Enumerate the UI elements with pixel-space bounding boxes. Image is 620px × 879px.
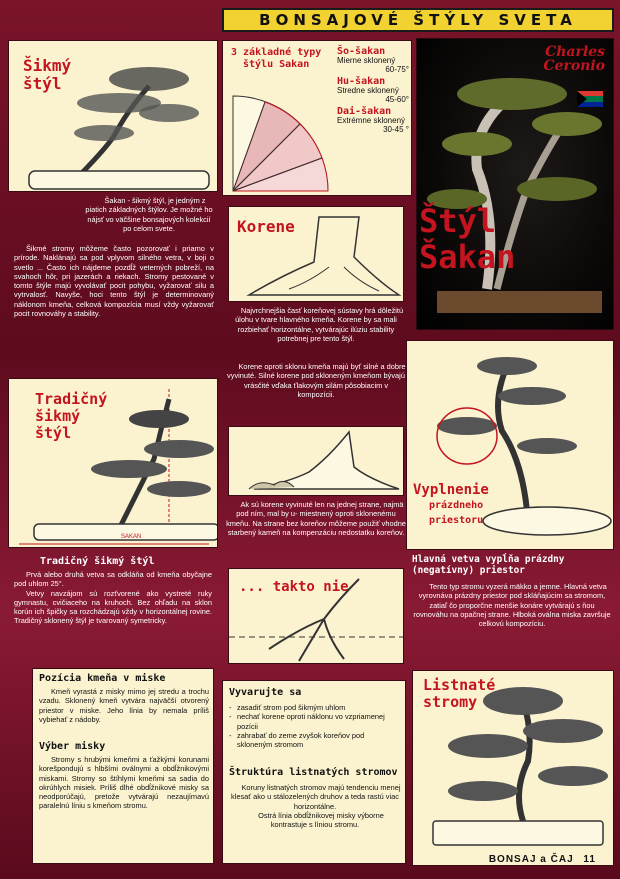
tradicny-panel bbox=[8, 378, 218, 548]
traditional-slanting-bonsai-illustration bbox=[9, 379, 218, 548]
struktura-text: Koruny listnatých stromov majú tendenciu menej klesať ako u stálozelených druhov a teda rastú viac horizontálne. Ostrá línia obdĺžnikovej misky výborne kontrastuje s líniou stromu. bbox=[231, 783, 401, 830]
type-hu-sakan: Hu-šakan Stredne sklonený 45-60° bbox=[337, 76, 409, 104]
style-title: Štýl Šakan bbox=[419, 202, 516, 276]
tradicny-heading: Tradičný šikmý štýl bbox=[40, 556, 155, 567]
type-so-sakan: Šo-šakan Mierne sklonený 60-75° bbox=[337, 46, 409, 74]
page-footer: BONSAJ a ČAJ 11 bbox=[488, 854, 596, 865]
korene-text-1: Najvrchnejšia časť koreňovej sústavy hrá dôležitú úlohu v tvare hlavného kmeňa. Korene by sa mali rozbiehať horizontálne, vytvárajúc ilúziu stability potrebnej pre tento štýl. bbox=[235, 306, 404, 343]
roots-stone-illustration bbox=[229, 427, 404, 496]
sikme-stromy-text: Šikmé stromy môžeme často pozorovať i priamo v prírode. Naklánajú sa pod vplyvom silného vetra, v boji o svetlo ... Často ich nájdeme pozdĺž veterných pobreží, na svahoch hôr, pri jazerách a riekach. Stromy pestované v tomto štýle majú vyvolávať pocit pohybu, vyžarovať silu a vytrvalosť. Navyše, hoci tento štýl je determinovaný náklonom kmeňa, celková kompozícia musí vždy vyžarovať pocit rovnováhy a stability. bbox=[14, 244, 214, 319]
vyvarujte-list: - zasadiť strom pod šikmým uhlom - nechať korene oproti náklonu vo vzpriamenej pozícii - zahrabať do zeme zvyšok koreňov pod skloneným stromom bbox=[229, 703, 401, 749]
slanting-bonsai-illustration bbox=[9, 41, 218, 192]
typy-panel bbox=[222, 40, 412, 196]
struktura-heading: Štruktúra listnatých stromov bbox=[229, 767, 398, 778]
korene-text-3: Ak sú korene vyvinuté len na jednej strane, najmä pod ním, mal by u- miestnený oproti sklonenému kmeňu. Na strane bez koreňov môžeme použiť vhodne starbený kameň na kompenzáciu nedostatku koreňov. bbox=[226, 500, 406, 537]
korene-panel bbox=[228, 206, 404, 302]
typy-title: 3 základné typy štýlu Sakan bbox=[231, 47, 322, 70]
takto-nie-title: ... takto nie bbox=[239, 579, 349, 595]
takto-nie-panel bbox=[228, 568, 404, 664]
author-name: Charles Ceronio bbox=[543, 44, 605, 74]
korene-text-2: Korene oproti sklonu kmeňa majú byť silné a dobre vyvinuté. Silné korene pod skloneným kmeňom bývajú vrásčité vďaka ťlakovým silám pôsobiacim v kompozícii. bbox=[227, 362, 406, 399]
sikmy-panel bbox=[8, 40, 218, 192]
vyvarujte-box bbox=[222, 680, 406, 864]
wrong-roots-illustration bbox=[229, 569, 404, 664]
pozicia-box bbox=[32, 668, 214, 864]
sikmy-title: Šikmý štýl bbox=[23, 56, 72, 93]
pozicia-text: Kmeň vyrastá z misky mimo jej stredu a trochu vzadu. Sklonený kmeň vytvára najväčší otvorený priestor v miske. Jeho línia by nemala príliš vybiehať z nádoby. bbox=[39, 687, 209, 724]
page-number: 11 bbox=[583, 854, 596, 865]
bonsai-photo bbox=[416, 38, 614, 330]
tradicny-title: Tradičný šikmý štýl bbox=[35, 390, 108, 442]
vyvarujte-heading: Vyvarujte sa bbox=[229, 687, 302, 698]
vyplnenie-title: Vyplnenie prázdneho priestoru bbox=[413, 482, 489, 526]
typy-list bbox=[337, 47, 409, 134]
korene-title: Korene bbox=[237, 217, 295, 236]
vyplnenie-panel bbox=[406, 340, 614, 550]
sakan-intro-text: Šakan - šikmý štýl, je jedným z piatich základných štýlov. Je možné ho nájsť vo väčšine bonsajových kolekcií po celom svete. bbox=[85, 196, 213, 233]
roots-stone-panel bbox=[228, 426, 404, 496]
listnate-title: Listnaté stromy bbox=[423, 676, 496, 711]
sakan-label: SAKAN bbox=[121, 534, 142, 540]
hlavna-text: Tento typ stromu vyzerá mäkko a jemne. Hlavná vetva vyrovnáva prázdny priestor pod skláňajúcim sa stromom, zatiaľ čo proporčne menšie konáre vytvárajú s ňou rovnováhu na opačnej strane. Hlboká oválna miska završuje celkovú kompozíciu. bbox=[413, 582, 611, 629]
listnate-panel bbox=[412, 670, 614, 866]
type-dai-sakan: Dai-šakan Extrémne sklonený 30-45 ° bbox=[337, 106, 409, 134]
tradicny-text: Prvá alebo druhá vetva sa odkláňa od kmeňa obyčajne pod uhlom 25°. Vetvy navzájom sú rozťvorené ako vystreté ruky gymnastu, cvičiaceho na kruhoch. Bez ohľadu na sklon korún ich špičky sa rozchádzajú vždy v horizontálnej rovine. Tradičný sklonený štýl je tvarovaný symetricky. bbox=[14, 570, 212, 626]
photo-tree-illustration bbox=[417, 39, 614, 330]
roots-illustration bbox=[229, 207, 404, 302]
pozicia-heading: Pozícia kmeňa v miske bbox=[39, 673, 166, 684]
vyber-text: Stromy s hrubými kmeňmi a ťažkými korunami korešpondujú s hlbšími oválnymi a obdĺžnikovými miskami. Stromy so štíhlymi kmeňmi sa sadia do okrúhlych misiek. Príliš dlhé obdĺžnikové misky sa neodporúčajú, pretože vytvárajú nezaujímavú paralelnú líniu s kmeňom stromu. bbox=[39, 755, 209, 811]
page-header: BONSAJOVÉ ŠTÝLY SVETA bbox=[222, 8, 614, 32]
hlavna-heading: Hlavná vetva vypĺňa prázdny (negatívny) priestor bbox=[412, 554, 565, 576]
vyber-heading: Výber misky bbox=[39, 741, 106, 752]
